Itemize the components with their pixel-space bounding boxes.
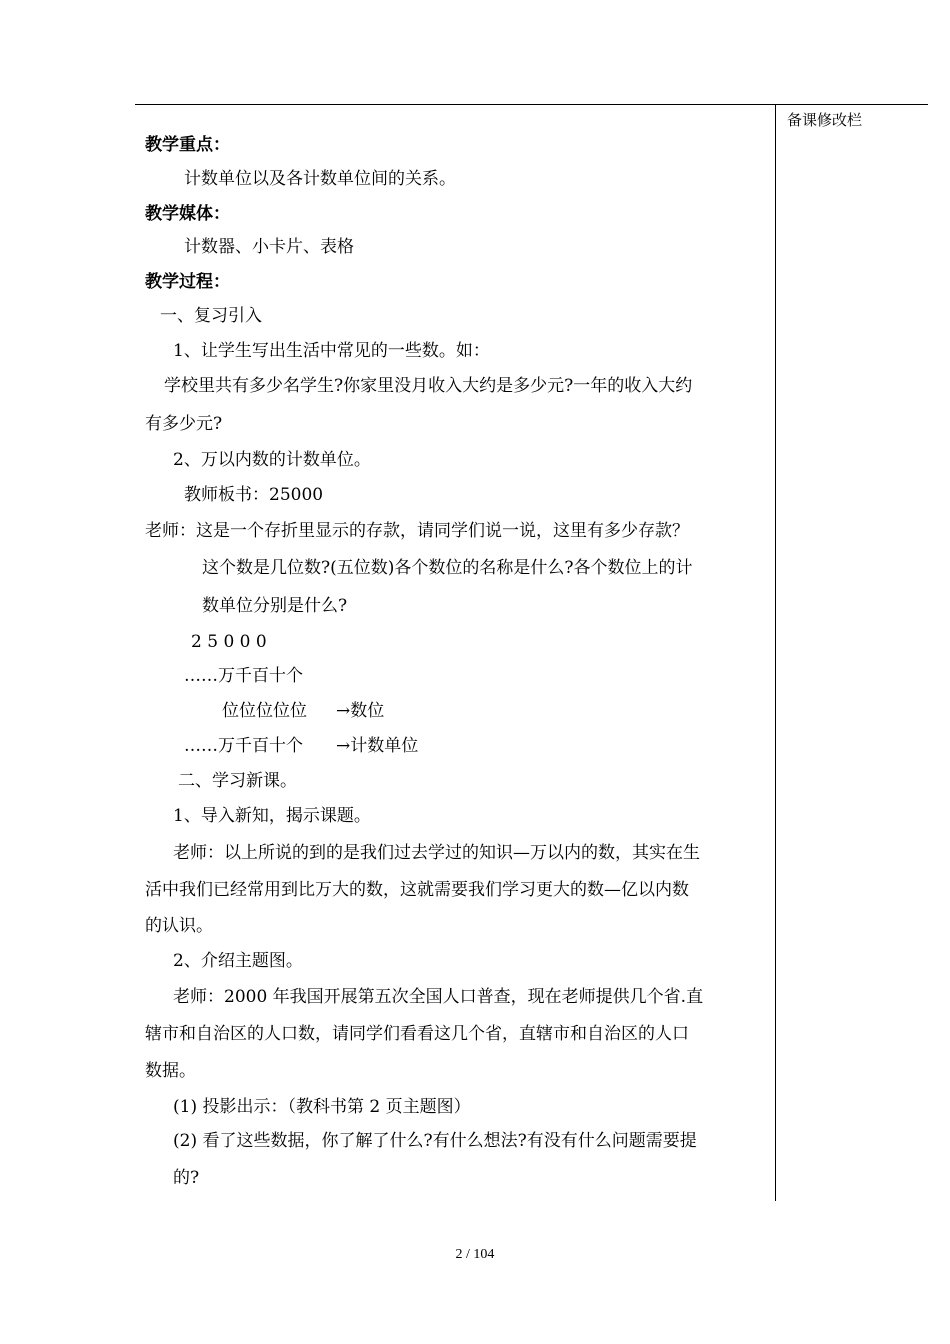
list-item: (1) 投影出示：（教科书第 2 页主题图） xyxy=(173,1097,471,1117)
table-column-divider xyxy=(775,104,776,1201)
paragraph-line: 活中我们已经常用到比万大的数，这就需要我们学习更大的数—亿以内数 xyxy=(145,880,689,900)
paragraph-line: 老师：以上所说的到的是我们过去学过的知识—万以内的数，其实在生 xyxy=(173,843,700,863)
sidebar-label: 备课修改栏 xyxy=(787,111,863,129)
paragraph-line: 学校里共有多少名学生?你家里没月收入大约是多少元?一年的收入大约 xyxy=(164,376,693,396)
heading-media: 教学媒体： xyxy=(145,204,230,224)
key-points-text: 计数单位以及各计数单位间的关系。 xyxy=(184,169,456,189)
paragraph-line: 2、万以内数的计数单位。 xyxy=(173,450,371,470)
paragraph-line: 教师板书：25000 xyxy=(184,485,324,505)
paragraph-line: 有多少元? xyxy=(145,414,223,434)
number-digits: 2 5 0 0 0 xyxy=(191,632,267,652)
heading-key-points: 教学重点： xyxy=(145,135,230,155)
place-arrow-label: →数位 xyxy=(336,701,385,721)
paragraph-line: 1、让学生写出生活中常见的一些数。如： xyxy=(173,341,490,361)
place-label: 位位位位位 xyxy=(222,701,307,721)
unit-names: ……万千百十个 xyxy=(184,736,303,756)
paragraph-line: 2、介绍主题图。 xyxy=(173,951,303,971)
digit-names: ……万千百十个 xyxy=(184,666,303,686)
paragraph-line: 辖市和自治区的人口数，请同学们看看这几个省，直辖市和自治区的人口 xyxy=(145,1024,689,1044)
media-text: 计数器、小卡片、表格 xyxy=(184,237,354,257)
paragraph-line: 老师：这是一个存折里显示的存款，请同学们说一说，这里有多少存款？ xyxy=(145,521,689,541)
heading-process: 教学过程： xyxy=(145,272,230,292)
list-item: (2) 看了这些数据，你了解了什么?有什么想法?有没有什么问题需要提 xyxy=(173,1131,697,1151)
paragraph-line: 1、导入新知，揭示课题。 xyxy=(173,806,371,826)
list-item-continued: 的? xyxy=(173,1168,200,1188)
paragraph-line: 这个数是几位数?(五位数)各个数位的名称是什么?各个数位上的计 xyxy=(202,558,693,578)
paragraph-line: 数单位分别是什么? xyxy=(202,596,348,616)
paragraph-line: 的认识。 xyxy=(145,916,213,936)
section-review: 一、复习引入 xyxy=(160,306,262,326)
page-number: 2 / 104 xyxy=(455,1247,495,1262)
table-top-border xyxy=(135,104,928,105)
paragraph-line: 数据。 xyxy=(145,1061,196,1081)
unit-arrow-label: →计数单位 xyxy=(336,736,419,756)
paragraph-line: 老师：2000 年我国开展第五次全国人口普查，现在老师提供几个省.直 xyxy=(173,987,704,1007)
section-new-lesson: 二、学习新课。 xyxy=(178,771,297,791)
